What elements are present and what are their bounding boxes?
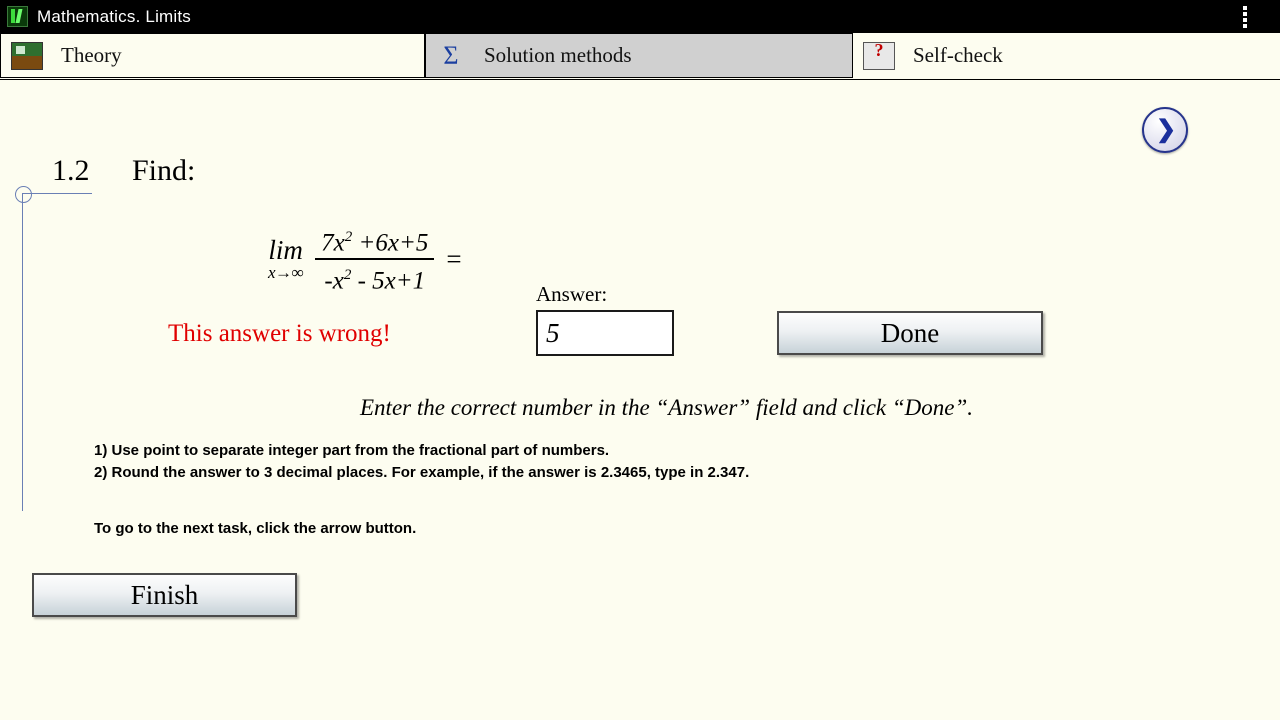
note-line-1: 1) Use point to separate integer part from the fractional part of numbers. <box>94 442 610 459</box>
answer-input[interactable] <box>536 310 674 356</box>
limit-lim-text: lim <box>268 235 303 266</box>
fraction <box>315 222 434 297</box>
tab-bar <box>0 33 1280 79</box>
denominator-pre: -x <box>324 267 344 295</box>
frame-vertical-line <box>22 193 23 511</box>
instruction-text: Enter the correct number in the “Answer” field and click “Done”. <box>360 395 974 420</box>
limit-subscript: x→∞ <box>268 263 304 283</box>
finish-button[interactable]: Finish <box>32 573 297 617</box>
window-title: Mathematics. Limits <box>37 6 192 26</box>
note-line-2: 2) Round the answer to 3 decimal places. For example, if the answer is 2.3465, type in 2.347. <box>94 464 750 481</box>
note-line-3: To go to the next task, click the arrow button. <box>94 520 417 537</box>
next-arrow-icon: ❯ <box>1155 117 1177 143</box>
numerator-post: +6x+5 <box>352 229 429 257</box>
app-icon <box>7 6 28 27</box>
fraction-denominator <box>318 260 431 296</box>
next-task-button[interactable] <box>1142 107 1188 153</box>
sigma-icon: Σ <box>443 40 459 70</box>
fraction-numerator <box>315 222 434 258</box>
denominator-exponent: 2 <box>343 267 352 284</box>
task-prompt: Find: <box>132 154 196 187</box>
feedback-message: This answer is wrong! <box>168 320 391 347</box>
content-area <box>0 79 1280 720</box>
limit-formula <box>268 222 474 297</box>
limit-operator <box>268 236 303 282</box>
book-icon <box>11 42 43 70</box>
numerator-exponent: 2 <box>344 229 353 245</box>
quiz-icon <box>863 42 895 70</box>
tab-theory-label: Theory <box>61 43 122 67</box>
tab-theory[interactable] <box>0 33 425 78</box>
answer-label: Answer: <box>536 282 608 306</box>
tab-self-check-label: Self-check <box>913 43 1003 67</box>
frame-horizontal-line <box>22 193 92 194</box>
equals-sign: = <box>446 243 462 274</box>
done-button[interactable]: Done <box>777 311 1043 355</box>
numerator-pre: 7x <box>321 229 345 257</box>
frame-node-circle <box>15 186 32 203</box>
denominator-post: - 5x+1 <box>351 267 426 295</box>
task-number: 1.2 <box>52 154 90 187</box>
tab-solution-methods[interactable] <box>425 33 853 78</box>
menu-dots-icon[interactable] <box>1238 4 1252 30</box>
title-bar <box>0 0 1280 33</box>
tab-solution-methods-label: Solution methods <box>484 43 632 67</box>
tab-self-check[interactable] <box>853 33 1280 78</box>
